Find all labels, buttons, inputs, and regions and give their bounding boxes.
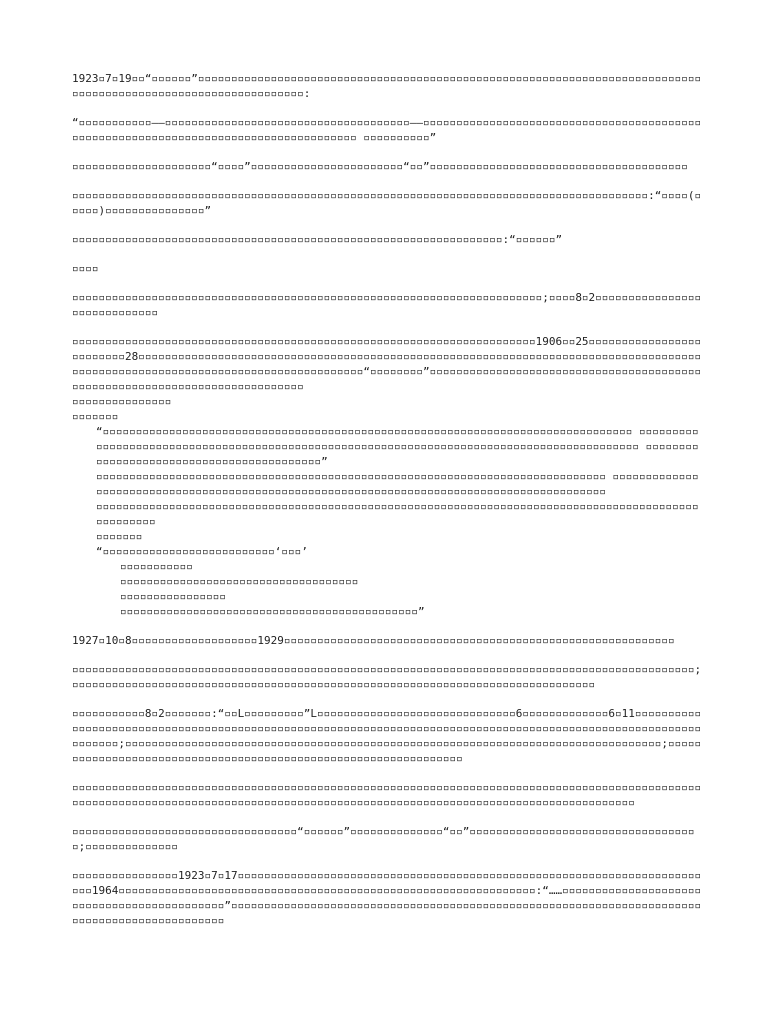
list-item: ▫▫▫▫▫▫▫▫▫▫▫▫▫▫▫▫ <box>120 590 226 603</box>
quote-line-3: ▫▫▫▫▫▫▫▫▫▫▫▫▫▫▫▫▫▫▫▫▫▫▫▫▫▫▫▫▫▫▫▫▫▫▫▫▫▫▫▫▫▫▫▫▫▫▫▫▫▫▫▫▫▫▫▫▫▫▫▫▫▫▫▫▫▫▫▫▫▫▫▫▫▫▫▫▫▫▫▫▫▫▫▫▫▫▫▫▫▫▫▫▫▫▫▫▫▫▫▫ <box>96 500 699 528</box>
paragraph-1: 1923▫7▫19▫▫“▫▫▫▫▫▫”▫▫▫▫▫▫▫▫▫▫▫▫▫▫▫▫▫▫▫▫▫▫▫▫▫▫▫▫▫▫▫▫▫▫▫▫▫▫▫▫▫▫▫▫▫▫▫▫▫▫▫▫▫▫▫▫▫▫▫▫▫▫▫▫▫▫▫▫▫▫▫▫▫▫▫▫▫▫▫▫▫▫▫▫▫▫▫▫▫▫▫▫▫▫▫▫▫▫▫▫▫▫▫▫▫▫▫▫▫▫▫: <box>72 72 702 100</box>
paragraph-13: ▫▫▫▫▫▫▫▫▫▫▫▫▫▫▫▫▫▫▫▫▫▫▫▫▫▫▫▫▫▫▫▫▫▫▫▫▫▫▫▫▫▫▫▫▫▫▫▫▫▫▫▫▫▫▫▫▫▫▫▫▫▫▫▫▫▫▫▫▫▫▫▫▫▫▫▫▫▫▫▫▫▫▫▫▫▫▫▫▫▫▫▫▫▫▫▫▫▫▫▫▫▫▫▫▫▫▫▫▫▫▫▫▫▫▫▫▫▫▫▫▫▫▫▫▫▫▫▫▫▫▫▫▫▫▫▫▫▫▫▫▫▫▫▫▫▫▫▫▫▫▫▫▫▫▫▫▫▫▫▫▫▫▫▫▫▫▫▫▫▫▫▫▫▫▫▫▫▫▫▫ <box>72 781 702 809</box>
paragraph-7: ▫▫▫▫▫▫▫▫▫▫▫▫▫▫▫▫▫▫▫▫▫▫▫▫▫▫▫▫▫▫▫▫▫▫▫▫▫▫▫▫▫▫▫▫▫▫▫▫▫▫▫▫▫▫▫▫▫▫▫▫▫▫▫▫▫▫▫▫▫▫1906▫▫25▫▫▫▫▫▫▫▫▫▫▫▫▫▫▫▫▫▫▫▫▫▫▫▫▫28▫▫▫▫▫▫▫▫▫▫▫▫▫▫▫▫▫▫▫▫▫▫▫▫▫▫▫▫▫▫▫▫▫▫▫▫▫▫▫▫▫▫▫▫▫▫▫▫▫▫▫▫▫▫▫▫▫▫▫▫▫▫▫▫▫▫▫▫▫▫▫▫▫▫▫▫▫▫▫▫▫▫▫▫▫▫▫▫▫▫▫▫▫▫▫▫▫▫▫▫▫▫▫▫▫▫▫▫▫▫▫▫▫▫▫▫▫▫▫▫▫▫▫▫▫▫▫▫▫“▫▫▫▫▫▫▫▫”▫▫▫▫▫▫▫▫▫▫▫▫▫▫▫▫▫▫▫▫▫▫▫▫▫▫▫▫▫▫▫▫▫▫▫▫▫▫▫▫▫▫▫▫▫▫▫▫▫▫▫▫▫▫▫▫▫▫▫▫▫▫▫▫▫▫▫▫▫▫▫▫▫▫▫▫ <box>72 335 702 393</box>
paragraph-2: “▫▫▫▫▫▫▫▫▫▫▫——▫▫▫▫▫▫▫▫▫▫▫▫▫▫▫▫▫▫▫▫▫▫▫▫▫▫▫▫▫▫▫▫▫▫▫▫▫——▫▫▫▫▫▫▫▫▫▫▫▫▫▫▫▫▫▫▫▫▫▫▫▫▫▫▫▫▫▫▫▫▫▫▫▫▫▫▫▫▫▫▫▫▫▫▫▫▫▫▫▫▫▫▫▫▫▫▫▫▫▫▫▫▫▫▫▫▫▫▫▫▫▫▫▫▫▫▫▫▫▫▫▫▫ ▫▫▫▫▫▫▫▫▫▫” <box>72 116 702 144</box>
quote-line-4: ▫▫▫▫▫▫▫ <box>96 530 143 543</box>
paragraph-6: ▫▫▫▫▫▫▫▫▫▫▫▫▫▫▫▫▫▫▫▫▫▫▫▫▫▫▫▫▫▫▫▫▫▫▫▫▫▫▫▫▫▫▫▫▫▫▫▫▫▫▫▫▫▫▫▫▫▫▫▫▫▫▫▫▫▫▫▫▫▫▫;▫▫▫▫8▫2▫▫▫▫▫▫▫▫▫▫▫▫▫▫▫▫▫▫▫▫▫▫▫▫▫▫▫▫▫ <box>72 291 702 319</box>
paragraph-11: ▫▫▫▫▫▫▫▫▫▫▫▫▫▫▫▫▫▫▫▫▫▫▫▫▫▫▫▫▫▫▫▫▫▫▫▫▫▫▫▫▫▫▫▫▫▫▫▫▫▫▫▫▫▫▫▫▫▫▫▫▫▫▫▫▫▫▫▫▫▫▫▫▫▫▫▫▫▫▫▫▫▫▫▫▫▫▫▫▫▫▫▫▫▫;▫▫▫▫▫▫▫▫▫▫▫▫▫▫▫▫▫▫▫▫▫▫▫▫▫▫▫▫▫▫▫▫▫▫▫▫▫▫▫▫▫▫▫▫▫▫▫▫▫▫▫▫▫▫▫▫▫▫▫▫▫▫▫▫▫▫▫▫▫▫▫▫▫▫▫▫▫▫▫ <box>72 663 702 691</box>
paragraph-9: ▫▫▫▫▫▫▫ <box>72 410 119 423</box>
paragraph-10: 1927▫10▫8▫▫▫▫▫▫▫▫▫▫▫▫▫▫▫▫▫▫▫1929▫▫▫▫▫▫▫▫▫▫▫▫▫▫▫▫▫▫▫▫▫▫▫▫▫▫▫▫▫▫▫▫▫▫▫▫▫▫▫▫▫▫▫▫▫▫▫▫▫▫▫▫▫▫▫▫▫▫▫ <box>72 634 675 647</box>
paragraph-12: ▫▫▫▫▫▫▫▫▫▫▫8▫2▫▫▫▫▫▫▫:“▫▫L▫▫▫▫▫▫▫▫▫”L▫▫▫▫▫▫▫▫▫▫▫▫▫▫▫▫▫▫▫▫▫▫▫▫▫▫▫▫▫▫6▫▫▫▫▫▫▫▫▫▫▫▫▫6▫11▫▫▫▫▫▫▫▫▫▫▫▫▫▫▫▫▫▫▫▫▫▫▫▫▫▫▫▫▫▫▫▫▫▫▫▫▫▫▫▫▫▫▫▫▫▫▫▫▫▫▫▫▫▫▫▫▫▫▫▫▫▫▫▫▫▫▫▫▫▫▫▫▫▫▫▫▫▫▫▫▫▫▫▫▫▫▫▫▫▫▫▫▫▫▫▫▫▫▫▫▫▫▫▫▫▫▫▫▫▫▫▫;▫▫▫▫▫▫▫▫▫▫▫▫▫▫▫▫▫▫▫▫▫▫▫▫▫▫▫▫▫▫▫▫▫▫▫▫▫▫▫▫▫▫▫▫▫▫▫▫▫▫▫▫▫▫▫▫▫▫▫▫▫▫▫▫▫▫▫▫▫▫▫▫▫▫▫▫▫▫▫▫▫;▫▫▫▫▫▫▫▫▫▫▫▫▫▫▫▫▫▫▫▫▫▫▫▫▫▫▫▫▫▫▫▫▫▫▫▫▫▫▫▫▫▫▫▫▫▫▫▫▫▫▫▫▫▫▫▫▫▫▫▫▫▫▫▫ <box>72 707 702 765</box>
paragraph-5: ▫▫▫▫▫▫▫▫▫▫▫▫▫▫▫▫▫▫▫▫▫▫▫▫▫▫▫▫▫▫▫▫▫▫▫▫▫▫▫▫▫▫▫▫▫▫▫▫▫▫▫▫▫▫▫▫▫▫▫▫▫▫▫▫▫:“▫▫▫▫▫▫” <box>72 233 563 246</box>
section-heading: ▫▫▫▫ <box>72 262 99 275</box>
paragraph-15: ▫▫▫▫▫▫▫▫▫▫▫▫▫▫▫▫1923▫7▫17▫▫▫▫▫▫▫▫▫▫▫▫▫▫▫▫▫▫▫▫▫▫▫▫▫▫▫▫▫▫▫▫▫▫▫▫▫▫▫▫▫▫▫▫▫▫▫▫▫▫▫▫▫▫▫▫▫▫▫▫▫▫▫▫▫▫▫▫▫▫▫▫▫1964▫▫▫▫▫▫▫▫▫▫▫▫▫▫▫▫▫▫▫▫▫▫▫▫▫▫▫▫▫▫▫▫▫▫▫▫▫▫▫▫▫▫▫▫▫▫▫▫▫▫▫▫▫▫▫▫▫▫▫▫▫▫▫:“……▫▫▫▫▫▫▫▫▫▫▫▫▫▫▫▫▫▫▫▫▫▫▫▫▫▫▫▫▫▫▫▫▫▫▫▫▫▫▫▫▫▫▫▫”▫▫▫▫▫▫▫▫▫▫▫▫▫▫▫▫▫▫▫▫▫▫▫▫▫▫▫▫▫▫▫▫▫▫▫▫▫▫▫▫▫▫▫▫▫▫▫▫▫▫▫▫▫▫▫▫▫▫▫▫▫▫▫▫▫▫▫▫▫▫▫▫▫▫▫▫▫▫▫▫▫▫▫▫▫▫▫▫▫▫▫▫▫▫ <box>72 869 702 927</box>
paragraph-14: ▫▫▫▫▫▫▫▫▫▫▫▫▫▫▫▫▫▫▫▫▫▫▫▫▫▫▫▫▫▫▫▫▫▫“▫▫▫▫▫▫”▫▫▫▫▫▫▫▫▫▫▫▫▫▫“▫▫”▫▫▫▫▫▫▫▫▫▫▫▫▫▫▫▫▫▫▫▫▫▫▫▫▫▫▫▫▫▫▫▫▫▫▫;▫▫▫▫▫▫▫▫▫▫▫▫▫▫ <box>72 825 695 853</box>
paragraph-4: ▫▫▫▫▫▫▫▫▫▫▫▫▫▫▫▫▫▫▫▫▫▫▫▫▫▫▫▫▫▫▫▫▫▫▫▫▫▫▫▫▫▫▫▫▫▫▫▫▫▫▫▫▫▫▫▫▫▫▫▫▫▫▫▫▫▫▫▫▫▫▫▫▫▫▫▫▫▫▫▫▫▫▫▫▫▫▫:“▫▫▫▫(▫▫▫▫▫)▫▫▫▫▫▫▫▫▫▫▫▫▫▫▫” <box>72 189 702 217</box>
paragraph-3: ▫▫▫▫▫▫▫▫▫▫▫▫▫▫▫▫▫▫▫▫▫“▫▫▫▫”▫▫▫▫▫▫▫▫▫▫▫▫▫▫▫▫▫▫▫▫▫▫▫“▫▫”▫▫▫▫▫▫▫▫▫▫▫▫▫▫▫▫▫▫▫▫▫▫▫▫▫▫▫▫▫▫▫▫▫▫▫▫▫▫▫ <box>72 160 688 173</box>
quote-line-1: “▫▫▫▫▫▫▫▫▫▫▫▫▫▫▫▫▫▫▫▫▫▫▫▫▫▫▫▫▫▫▫▫▫▫▫▫▫▫▫▫▫▫▫▫▫▫▫▫▫▫▫▫▫▫▫▫▫▫▫▫▫▫▫▫▫▫▫▫▫▫▫▫▫▫▫▫▫▫▫▫ ▫▫▫▫▫▫▫▫▫▫▫▫▫▫▫▫▫▫▫▫▫▫▫▫▫▫▫▫▫▫▫▫▫▫▫▫▫▫▫▫▫▫▫▫▫▫▫▫▫▫▫▫▫▫▫▫▫▫▫▫▫▫▫▫▫▫▫▫▫▫▫▫▫▫▫▫▫▫▫▫▫▫▫▫▫▫▫▫▫▫▫ ▫▫▫▫▫▫▫▫▫▫▫▫▫▫▫▫▫▫▫▫▫▫▫▫▫▫▫▫▫▫▫▫▫▫▫▫▫▫▫▫▫▫” <box>96 425 699 468</box>
list-item: ▫▫▫▫▫▫▫▫▫▫▫ <box>120 560 193 573</box>
list-item: ▫▫▫▫▫▫▫▫▫▫▫▫▫▫▫▫▫▫▫▫▫▫▫▫▫▫▫▫▫▫▫▫▫▫▫▫▫▫▫▫▫▫▫▫▫” <box>120 605 425 618</box>
quote-line-5: “▫▫▫▫▫▫▫▫▫▫▫▫▫▫▫▫▫▫▫▫▫▫▫▫▫▫‘▫▫▫’ <box>96 545 308 558</box>
list-item: ▫▫▫▫▫▫▫▫▫▫▫▫▫▫▫▫▫▫▫▫▫▫▫▫▫▫▫▫▫▫▫▫▫▫▫▫ <box>120 575 359 588</box>
quote-line-2: ▫▫▫▫▫▫▫▫▫▫▫▫▫▫▫▫▫▫▫▫▫▫▫▫▫▫▫▫▫▫▫▫▫▫▫▫▫▫▫▫▫▫▫▫▫▫▫▫▫▫▫▫▫▫▫▫▫▫▫▫▫▫▫▫▫▫▫▫▫▫▫▫▫▫▫▫▫ ▫▫▫▫▫▫▫▫▫▫▫▫▫▫▫▫▫▫▫▫▫▫▫▫▫▫▫▫▫▫▫▫▫▫▫▫▫▫▫▫▫▫▫▫▫▫▫▫▫▫▫▫▫▫▫▫▫▫▫▫▫▫▫▫▫▫▫▫▫▫▫▫▫▫▫▫▫▫▫▫▫▫▫▫▫▫▫▫▫▫ <box>96 470 699 498</box>
paragraph-8: ▫▫▫▫▫▫▫▫▫▫▫▫▫▫▫ <box>72 395 172 408</box>
